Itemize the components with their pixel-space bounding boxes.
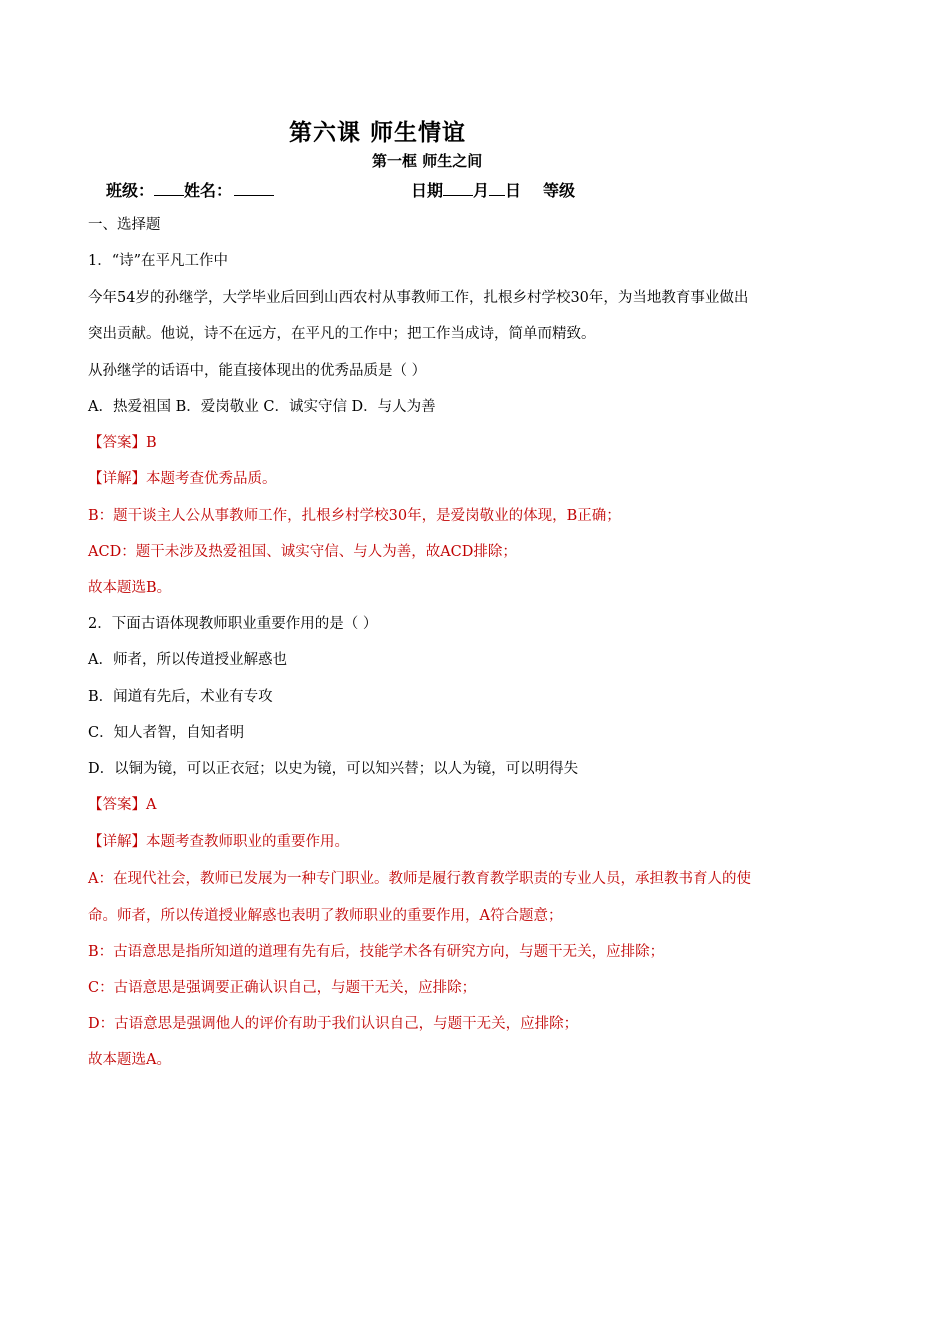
q2-answer: 【答案】A xyxy=(88,797,157,813)
grade-label: 等级 xyxy=(543,181,576,200)
q1-passage-line-1: 今年54岁的孙继学，大学毕业后回到山西农村从事教师工作，扎根乡村学校30年，为当地教育事业做出 xyxy=(88,290,749,306)
q2-explanation-line: B：古语意思是指所知道的道理有先有后，技能学术各有研究方向，与题干无关，应排除； xyxy=(88,944,665,960)
day-blank xyxy=(489,181,505,196)
q2-explanation-line: 【详解】本题考查教师职业的重要作用。 xyxy=(88,834,349,850)
date-label: 日期 xyxy=(411,181,444,200)
date-info xyxy=(411,178,575,201)
q2-explanation-line: 故本题选A。 xyxy=(88,1052,171,1068)
q2-option-a: A．师者，所以传道授业解惑也 xyxy=(88,652,287,668)
q2-option-b: B．闻道有先后，术业有专攻 xyxy=(88,689,273,705)
q2-explanation-line: A：在现代社会，教师已发展为一种专门职业。教师是履行教育教学职责的专业人员，承担教书育人的使 xyxy=(88,871,751,887)
q2-explanation-line: 命。师者，所以传道授业解惑也表明了教师职业的重要作用，A符合题意； xyxy=(88,908,563,924)
q1-answer: 【答案】B xyxy=(88,435,157,451)
q1-explanation-line: ACD：题干未涉及热爱祖国、诚实守信、与人为善，故ACD排除； xyxy=(88,544,517,560)
section-heading: 一、选择题 xyxy=(88,217,161,233)
q1-explanation-line: B：题干谈主人公从事教师工作，扎根乡村学校30年，是爱岗敬业的体现，B正确； xyxy=(88,508,621,524)
q2-option-c: C．知人者智，自知者明 xyxy=(88,725,245,741)
name-label: 姓名： xyxy=(184,181,233,200)
q1-question: 从孙继学的话语中，能直接体现出的优秀品质是（ ） xyxy=(88,363,427,379)
q1-options: A．热爱祖国 B．爱岗敬业 C．诚实守信 D．与人为善 xyxy=(88,399,436,415)
q2-option-d: D．以铜为镜，可以正衣冠；以史为镜，可以知兴替；以人为镜，可以明得失 xyxy=(88,761,579,777)
name-blank xyxy=(234,181,274,196)
q2-explanation-line: C：古语意思是强调要正确认识自己，与题干无关，应排除； xyxy=(88,980,477,996)
class-label: 班级： xyxy=(106,181,155,200)
day-label: 日 xyxy=(505,181,522,200)
q2-stem: 2．下面古语体现教师职业重要作用的是（ ） xyxy=(88,616,378,632)
month-blank xyxy=(443,181,473,196)
q1-passage-line-2: 突出贡献。他说，诗不在远方，在平凡的工作中；把工作当成诗，简单而精致。 xyxy=(88,326,596,342)
class-blank xyxy=(154,181,184,196)
student-info xyxy=(106,178,274,201)
q2-explanation-line: D：古语意思是强调他人的评价有助于我们认识自己，与题干无关，应排除； xyxy=(88,1016,579,1032)
q1-explanation-line: 【详解】本题考查优秀品质。 xyxy=(88,471,277,487)
q1-stem: 1．“诗”在平凡工作中 xyxy=(88,253,229,269)
q1-explanation-line: 故本题选B。 xyxy=(88,580,172,596)
lesson-title: 第六课 师生情谊 xyxy=(289,119,467,146)
section-subtitle: 第一框 师生之间 xyxy=(372,152,483,170)
month-label: 月 xyxy=(473,181,490,200)
